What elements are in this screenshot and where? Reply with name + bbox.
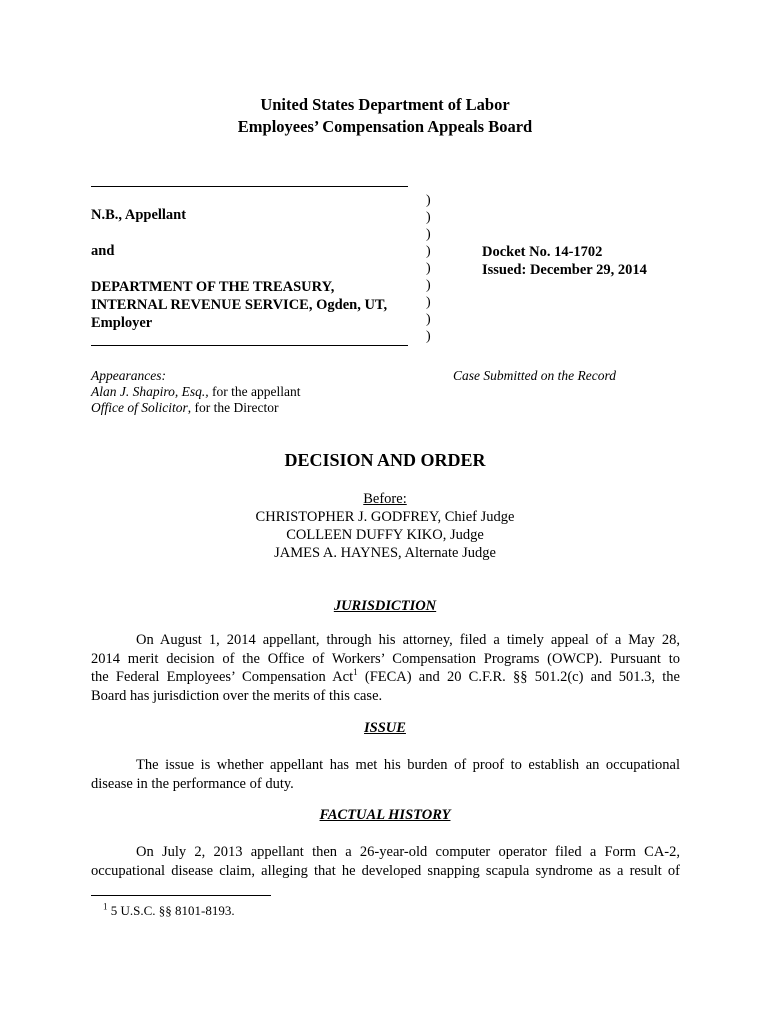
solicitor-name: Office of Solicitor	[91, 400, 188, 415]
employer-line-2: INTERNAL REVENUE SERVICE, Ogden, UT,	[91, 297, 388, 313]
caption-paren: )	[426, 210, 431, 225]
factual-history-paragraph	[91, 843, 680, 880]
employer-line-1: DEPARTMENT OF THE TREASURY,	[91, 279, 335, 295]
issue-heading: ISSUE	[364, 720, 406, 736]
factual-line: occupational disease claim, alleging that he developed snapping scapula syndrome as a result of	[91, 862, 680, 879]
fn-ref-rest: (FECA) and 20 C.F.R. §§ 501.2(c) and 501.3, the	[357, 669, 680, 686]
jurisdiction-line	[91, 668, 680, 687]
issued-date: Issued: December 29, 2014	[482, 262, 647, 278]
board-name: Employees’ Compensation Appeals Board	[237, 117, 533, 136]
caption-paren: )	[426, 244, 431, 259]
caption-paren: )	[426, 261, 431, 276]
jurisdiction-line: On August 1, 2014 appellant, through his attorney, filed a timely appeal of a May 28,	[136, 632, 680, 648]
judge-member: COLLEEN DUFFY KIKO, Judge	[286, 527, 484, 543]
attorney-name: Alan J. Shapiro, Esq.,	[91, 384, 209, 399]
agency-name: United States Department of Labor	[260, 95, 510, 114]
caption-and: and	[91, 243, 115, 259]
appearance-solicitor	[91, 400, 278, 416]
caption-paren: )	[426, 295, 431, 310]
issue-paragraph	[91, 756, 680, 793]
docket-number: Docket No. 14-1702	[482, 244, 603, 260]
attorney-role: for the appellant	[208, 384, 301, 399]
caption-paren: )	[426, 227, 431, 242]
footnote-rule	[91, 895, 271, 896]
case-submitted-note: Case Submitted on the Record	[453, 368, 616, 383]
employer-line-3: Employer	[91, 315, 153, 331]
footnote-ref: 1	[353, 667, 358, 678]
factual-line: On July 2, 2013 appellant then a 26-year-old computer operator filed a Form CA-2,	[136, 844, 680, 860]
footnote-text: 5 U.S.C. §§ 8101-8193.	[107, 903, 235, 918]
issue-line: The issue is whether appellant has met his burden of proof to establish an occupational	[136, 757, 680, 773]
caption-paren: )	[426, 278, 431, 293]
judge-chief: CHRISTOPHER J. GODFREY, Chief Judge	[255, 509, 515, 525]
footnote	[103, 903, 235, 919]
appearances-label: Appearances:	[91, 368, 166, 383]
jurisdiction-line: 2014 merit decision of the Office of Workers’ Compensation Programs (OWCP). Pursuant to	[91, 650, 680, 667]
caption-paren: )	[426, 329, 431, 344]
judge-alternate: JAMES A. HAYNES, Alternate Judge	[274, 545, 496, 561]
jurisdiction-paragraph	[91, 631, 680, 705]
appearance-attorney	[91, 384, 300, 400]
issue-line: disease in the performance of duty.	[91, 775, 294, 792]
jurisdiction-line: Board has jurisdiction over the merits of this case.	[91, 687, 383, 704]
before-label: Before:	[363, 491, 407, 507]
caption-bottom-rule	[91, 345, 408, 346]
caption-paren: )	[426, 193, 431, 208]
decision-title: DECISION AND ORDER	[284, 450, 486, 470]
jurisdiction-heading: JURISDICTION	[333, 598, 437, 614]
caption-paren: )	[426, 312, 431, 327]
appellant-name: N.B., Appellant	[91, 207, 187, 223]
footnote-number: 1	[103, 901, 108, 912]
caption-top-rule	[91, 186, 408, 187]
fn-ref-text: the Federal Employees’ Compensation Act	[91, 669, 354, 686]
solicitor-role: , for the Director	[187, 400, 279, 415]
factual-history-heading: FACTUAL HISTORY	[319, 807, 451, 823]
